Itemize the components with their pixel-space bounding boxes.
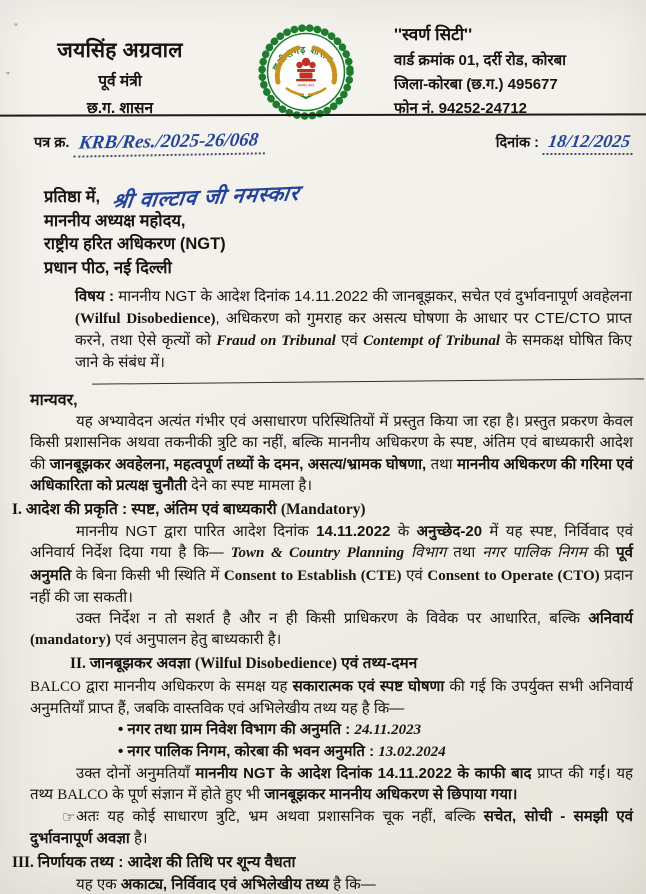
addressee-line-3: प्रधान पीठ, नई दिल्ली — [44, 258, 172, 277]
sender-name: जयसिंह अग्रवाल — [57, 39, 183, 62]
subject-paragraph: विषय : माननीय NGT के आदेश दिनांक 14.11.2022 की जानबूझकर, सचेत एवं दुर्भावनापूर्ण अवहेलना (Wilful Disobedience), अधिकरण को गुमराह कर असत्य घोषणा के आधार पर CTE/CTO प्राप्त करने, तथा ऐसे कृत्यों को Fraud on Tribunal एवं Contempt of Tribunal के समकक्ष घोषित किए जाने के संबंध में। — [75, 288, 632, 371]
subject-underline — [92, 378, 644, 384]
letter-number-handwritten: KRB/Res./2025-26/068 — [74, 129, 268, 157]
svg-text:छत्तीसगढ़ शासन: छत्तीसगढ़ शासन — [270, 44, 336, 73]
paragraph-order-nature: माननीय NGT द्वारा पारित आदेश दिनांक 14.11.2022 के अनुच्छेद-20 में यह स्पष्ट, निर्विवाद एवं अनिवार्य निर्देश दिया गया है कि— Town & Country Planning विभाग तथा नगर पालिक निगम की पूर्व अनुमति के बिना किसी भी स्थिति में Consent to Establish (CTE) एवं Consent to Operate (CTO) प्रदान नहीं की जा सकती। — [30, 523, 633, 606]
addressee-line-1: माननीय अध्यक्ष महोदय, — [44, 211, 186, 230]
permission-bullet-1: • नगर तथा ग्राम निवेश विभाग की अनुमति : 24.11.2023 — [118, 721, 422, 739]
address-block — [394, 22, 566, 121]
scan-artifact: ” — [14, 22, 18, 34]
paragraph-decisive-fact: यह एक अकाट्य, निर्विवाद एवं अभिलेखीय तथ्य है कि— — [76, 876, 376, 894]
section-1-heading: I. आदेश की प्रकृति : स्पष्ट, अंतिम एवं बाध्यकारी (Mandatory) — [12, 501, 366, 519]
address-line-1: वार्ड क्रमांक 01, दर्री रोड, कोरबा — [394, 52, 567, 69]
section-2-heading: II. जानबूझकर अवज्ञा (Wilful Disobedience) एवं तथ्य-दमन — [70, 655, 418, 673]
body-salute: मान्यवर, — [30, 392, 78, 409]
salutation-block — [44, 180, 646, 280]
addressee-line-2: राष्ट्रीय हरित अधिकरण (NGT) — [44, 235, 226, 253]
scan-artifact: „ — [6, 64, 10, 76]
date-label: दिनांक : — [495, 135, 539, 151]
permission-bullet-2: • नगर पालिक निगम, कोरबा की भवन अनुमति : 13.02.2024 — [118, 743, 446, 761]
date-handwritten: 18/12/2025 — [542, 131, 635, 155]
letter-body — [12, 390, 633, 894]
paragraph-permissions-after-order: उक्त दोनों अनुमतियाँ माननीय NGT के आदेश दिनांक 14.11.2022 के काफी बाद प्राप्त की गईं। यह तथ्य BALCO के पूर्ण संज्ञान में होते हुए भी जानबूझकर माननीय अधिकरण से छिपाया गया। — [30, 765, 633, 804]
chhattisgarh-emblem-icon — [256, 22, 356, 127]
phone-line: फोन नं. 94252-24712 — [394, 100, 528, 117]
paragraph-deliberate-disobedience: ☞ अतः यह कोई साधारण त्रुटि, भ्रम अथवा प्रशासनिक चूक नहीं, बल्कि सचेत, सोची - समझी एवं दुर्भावनापूर्ण अवज्ञा है। — [30, 806, 633, 848]
pointing-hand-icon: ☞ — [62, 809, 76, 827]
section-3-heading: III. निर्णायक तथ्य : आदेश की तिथि पर शून्य वैधता — [12, 853, 296, 871]
svg-text:सत्यमेव जयते: सत्यमेव जयते — [297, 83, 315, 88]
sender-govt: छ.ग. शासन — [86, 100, 154, 117]
paragraph-mandatory: उक्त निर्देश न तो सशर्त है और न ही किसी प्राधिकरण के विवेक पर आधारित, बल्कि अनिवार्य (mandatory) एवं अनुपालन हेतु बाध्यकारी है। — [30, 610, 633, 649]
paragraph-balco-declaration: BALCO द्वारा माननीय अधिकरण के समक्ष यह सकारात्मक एवं स्पष्ट घोषणा की गई कि उपर्युक्त सभी अनिवार्य अनुमतियाँ प्राप्त हैं, जबकि वास्तविक एवं अभिलेखीय तथ्य यह है कि— — [30, 677, 633, 717]
city-title: ''स्वर्ण सिटी'' — [394, 25, 473, 44]
paragraph-intro: यह अभ्यावेदन अत्यंत गंभीर एवं असाधारण परिस्थितियों में प्रस्तुत किया जा रहा है। प्रस्तुत प्रकरण केवल किसी प्रशासनिक अथवा तकनीकी त्रुटि का नहीं, बल्कि माननीय अधिकरण के स्पष्ट, अंतिम एवं बाध्यकारी आदेश की जानबूझकर अवहेलना, महत्वपूर्ण तथ्यों के दमन, असत्य/भ्रामक घोषणा, तथा माननीय अधिकरण की गरिमा एवं अधिकारिता को प्रत्यक्ष चुनौती देने का स्पष्ट मामला है। — [30, 413, 633, 494]
handwritten-note: श्री वाल्टाव जी नमस्कार — [110, 180, 302, 214]
address-line-2: जिला-कोरबा (छ.ग.) 495677 — [394, 76, 558, 93]
letterhead — [0, 0, 646, 117]
letter-number-label: पत्र क्र. — [34, 135, 70, 151]
sender-title: पूर्व मंत्री — [98, 73, 142, 90]
to-label: प्रतिष्ठा में, — [44, 188, 101, 206]
sender-block — [30, 36, 210, 118]
